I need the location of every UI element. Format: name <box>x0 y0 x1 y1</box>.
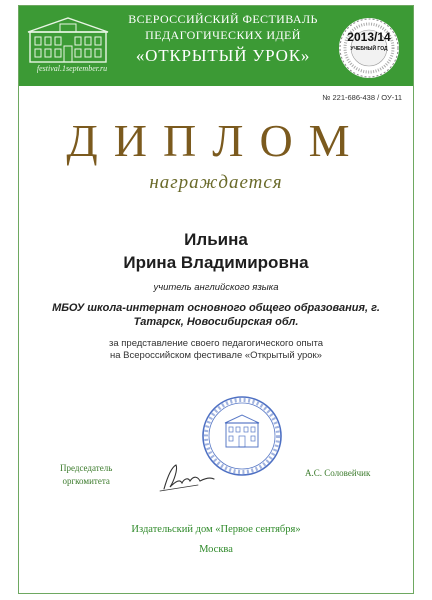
seal-year: 2013/14 <box>347 30 391 44</box>
festival-site-url: festival.1september.ru <box>36 64 108 73</box>
school-building-logo-icon <box>26 14 110 64</box>
recipient-position: учитель английского языка <box>153 282 279 293</box>
award-reason-line2: на Всероссийском фестивале «Открытый урок» <box>110 350 322 361</box>
award-reason-line1: за представление своего педагогического опыта <box>108 338 324 349</box>
registration-number: № 221-686-438 / ОУ-11 <box>322 93 402 102</box>
festival-title-line3: «ОТКРЫТЫЙ УРОК» <box>135 46 311 65</box>
publisher <box>0 520 432 560</box>
award-reason <box>40 338 392 362</box>
publisher-city: Москва <box>199 544 233 555</box>
recipient-surname: Ильина <box>184 230 248 249</box>
recipient-name <box>0 228 432 274</box>
festival-title-line1: ВСЕРОССИЙСКИЙ ФЕСТИВАЛЬ <box>128 12 318 26</box>
recipient-given-names: Ирина Владимировна <box>123 253 309 272</box>
awarded-caption: награждается <box>149 172 283 193</box>
signatory-title <box>60 462 112 488</box>
festival-title <box>118 11 328 67</box>
handwritten-signature-icon <box>158 455 218 495</box>
signatory-name: А.С. Соловейчик <box>305 468 371 478</box>
festival-title-line2: ПЕДАГОГИЧЕСКИХ ИДЕЙ <box>145 28 301 42</box>
diploma-title: ДИПЛОМ <box>66 115 366 166</box>
publisher-name: Издательский дом «Первое сентября» <box>131 524 301 535</box>
seal-subtitle: УЧЕБНЫЙ ГОД <box>350 46 388 52</box>
signatory-title-line1: Председатель <box>60 463 113 473</box>
signatory-title-line2: оргкомитета <box>62 476 110 486</box>
recipient-school: МБОУ школа-интернат основного общего образования, г. Татарск, Новосибирская обл. <box>52 302 380 328</box>
